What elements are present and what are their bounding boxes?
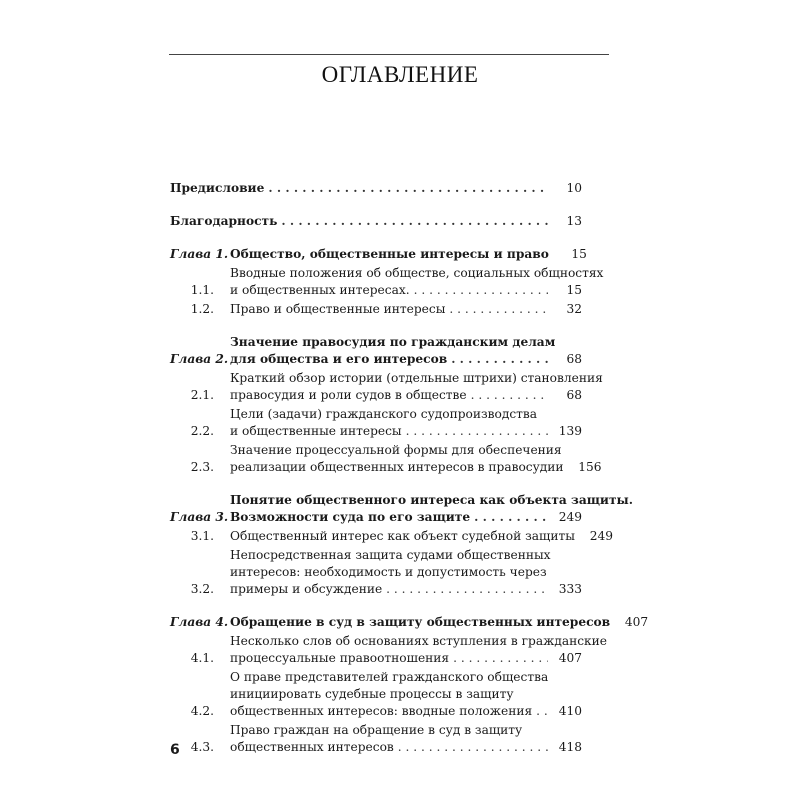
entry-title-line: О праве представителей гражданского общества (230, 670, 549, 684)
entry-last-line (230, 509, 582, 526)
entry-last-line (230, 387, 582, 404)
toc-entry-section[interactable] (170, 442, 602, 476)
entry-body (230, 334, 582, 368)
entry-number: 1.2. (190, 302, 214, 316)
entry-last-line (230, 739, 582, 756)
toc-entry-section[interactable] (170, 370, 603, 404)
entry-last-line (230, 301, 582, 318)
entry-title-line: Общество, общественные интересы и право (230, 247, 549, 261)
entry-title-line: Право и общественные интересы (230, 302, 446, 316)
toc-entry-chapter[interactable] (170, 614, 649, 631)
entry-title: Благодарность (170, 214, 278, 228)
entry-last-line (230, 351, 582, 368)
entry-title-line: и общественные интересы (230, 424, 402, 438)
dot-leader (414, 282, 548, 299)
dot-leader (451, 351, 548, 368)
entry-body (170, 213, 582, 230)
entry-body (230, 722, 582, 756)
toc-entry-chapter[interactable] (170, 334, 582, 368)
entry-title-line: правосудия и роли судов в обществе (230, 388, 467, 402)
entry-last-line (230, 423, 582, 440)
toc-entry-section[interactable] (170, 722, 582, 756)
dot-leader (281, 213, 548, 230)
entry-title-line: Значение правосудия по гражданским делам (230, 335, 556, 349)
entry-page: 407 (624, 615, 649, 629)
entry-number: 1.1. (190, 283, 214, 297)
entry-page: 410 (558, 704, 582, 718)
entry-last-line (230, 581, 582, 598)
entry-title: Предисловие (170, 181, 265, 195)
entry-title-line: инициировать судебные процессы в защиту (230, 687, 514, 701)
entry-last-line (170, 213, 582, 230)
entry-body (230, 633, 608, 667)
entry-last-line (230, 459, 602, 476)
entry-title-line: Значение процессуальной формы для обеспечения (230, 443, 562, 457)
page-title: ОГЛАВЛЕНИЕ (321, 62, 479, 87)
entry-last-line (230, 282, 582, 299)
entry-page: 32 (566, 302, 582, 316)
entry-number: Глава 3. (170, 510, 229, 524)
entry-number: 3.2. (190, 582, 214, 596)
entry-body (230, 442, 602, 476)
entry-page: 15 (566, 283, 582, 297)
entry-title-line: Понятие общественного интереса как объекта защиты. (230, 493, 633, 507)
entry-page: 249 (558, 510, 582, 524)
entry-number: Глава 2. (170, 352, 229, 366)
entry-title-line: для общества и его интересов (230, 352, 448, 366)
dot-leader (386, 581, 548, 598)
entry-title-line: Обращение в суд в защиту общественных интересов (230, 615, 611, 629)
entry-last-line (230, 528, 613, 545)
dot-leader (268, 180, 548, 197)
entry-title-line: примеры и обсуждение (230, 582, 383, 596)
entry-number: 2.2. (190, 424, 214, 438)
entry-body (230, 528, 613, 545)
entry-body (230, 547, 582, 598)
entry-page: 10 (566, 181, 582, 195)
entry-body (230, 301, 582, 318)
entry-title-line: процессуальные правоотношения (230, 651, 450, 665)
toc-entry-section[interactable] (170, 406, 582, 440)
entry-last-line (230, 246, 587, 263)
entry-page: 13 (566, 214, 582, 228)
entry-page: 139 (558, 424, 582, 438)
entry-page: 407 (558, 651, 582, 665)
toc-entry-section[interactable] (170, 669, 582, 720)
entry-title-line: интересов: необходимость и допустимость через (230, 565, 547, 579)
dot-leader (398, 739, 548, 756)
entry-number: 4.1. (190, 651, 214, 665)
entry-title-line: Возможности суда по его защите (230, 510, 471, 524)
entry-title-line: Цели (задачи) гражданского судопроизводства (230, 407, 538, 421)
dot-leader (449, 301, 548, 318)
entry-page: 418 (558, 740, 582, 754)
entry-page: 249 (589, 529, 613, 543)
entry-page: 15 (571, 247, 587, 261)
entry-body (230, 406, 582, 440)
entry-title-line: Краткий обзор истории (отдельные штрихи) становления (230, 371, 603, 385)
entry-last-line (170, 180, 582, 197)
entry-title-line: Несколько слов об основаниях вступления в гражданские (230, 634, 608, 648)
toc-entry-section[interactable] (170, 528, 613, 545)
entry-number: Глава 1. (170, 247, 229, 261)
dot-leader (453, 650, 548, 667)
entry-title-line: общественных интересов (230, 740, 394, 754)
entry-last-line (230, 614, 649, 631)
dot-leader (471, 387, 548, 404)
entry-title-line: и общественных интересах. (230, 283, 410, 297)
entry-title-line: общественных интересов: вводные положения (230, 704, 533, 718)
entry-number: 3.1. (190, 529, 214, 543)
entry-body (230, 246, 587, 263)
toc-entry-chapter[interactable] (170, 246, 587, 263)
entry-number: 4.2. (190, 704, 214, 718)
entry-number: 4.3. (190, 740, 214, 754)
toc-entry-front[interactable] (170, 213, 582, 230)
entry-page: 68 (566, 388, 582, 402)
entry-body (230, 265, 604, 299)
header-rule (169, 54, 609, 55)
entry-page: 156 (578, 460, 602, 474)
entry-title-line: Общественный интерес как объект судебной защиты (230, 529, 575, 543)
entry-number: 2.3. (190, 460, 214, 474)
dot-leader (536, 703, 548, 720)
toc-entry-front[interactable] (170, 180, 582, 197)
toc-entry-section[interactable] (170, 633, 608, 667)
entry-page: 333 (558, 582, 582, 596)
table-of-contents (170, 180, 649, 756)
entry-title-line: Вводные положения об обществе, социальных общностях (230, 266, 604, 280)
entry-number: 2.1. (190, 388, 214, 402)
entry-title-line: Непосредственная защита судами общественных (230, 548, 551, 562)
toc-entry-section[interactable] (170, 547, 582, 598)
entry-body (230, 370, 603, 404)
entry-title-line: реализации общественных интересов в правосудии (230, 460, 564, 474)
toc-entry-chapter[interactable] (170, 492, 633, 526)
dot-leader (406, 423, 548, 440)
entry-page: 68 (566, 352, 582, 366)
page-number: 6 (170, 742, 180, 758)
entry-body (230, 614, 649, 631)
entry-body (230, 492, 633, 526)
entry-last-line (230, 650, 582, 667)
entry-number: Глава 4. (170, 615, 229, 629)
dot-leader (474, 509, 548, 526)
toc-entry-section[interactable] (170, 265, 604, 299)
entry-last-line (230, 703, 582, 720)
toc-entry-section[interactable] (170, 301, 582, 318)
entry-body (230, 669, 582, 720)
entry-title-line: Право граждан на обращение в суд в защиту (230, 723, 523, 737)
entry-body (170, 180, 582, 197)
